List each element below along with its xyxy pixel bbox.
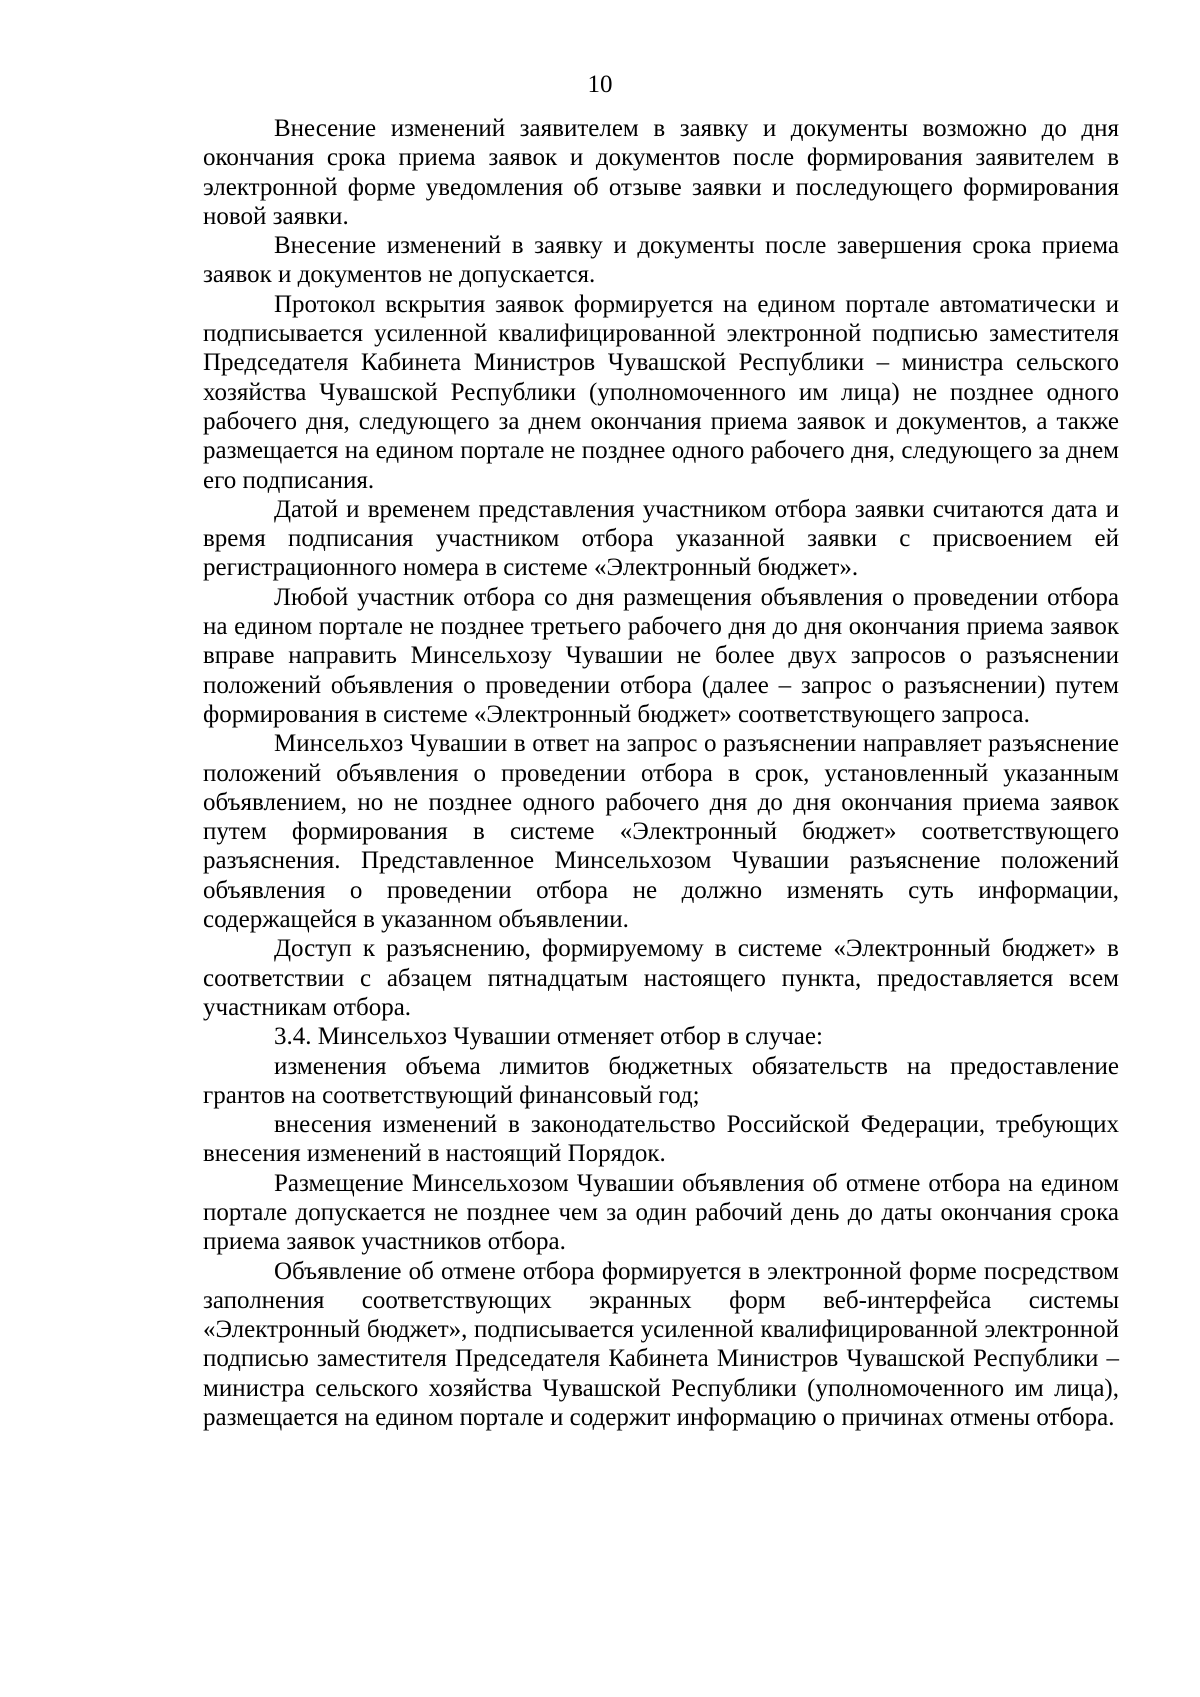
paragraph-cancellation-heading: 3.4. Минсельхоз Чувашии отменяет отбор в случае: bbox=[274, 1023, 823, 1051]
page-number: 10 bbox=[587, 71, 613, 98]
document-body bbox=[203, 114, 1119, 1432]
paragraph-submission-date: Датой и временем представления участником отбора заявки считаются дата и время подписания участником отбора указанной заявки с присвоением ей регистрационного номера в системе «Электронный бюджет». bbox=[203, 495, 1119, 582]
paragraph-changes-after-deadline: Внесение изменений в заявку и документы после завершения срока приема заявок и документов не допускается. bbox=[203, 232, 1119, 289]
paragraph-clarification-access: Доступ к разъяснению, формируемому в системе «Электронный бюджет» в соответствии с абзацем пятнадцатым настоящего пункта, предоставляется всем участникам отбора. bbox=[203, 935, 1119, 1021]
paragraph-changes-before-deadline: Внесение изменений заявителем в заявку и документы возможно до дня окончания срока приема заявок и документов после формирования заявителем в электронной форме уведомления об отзыве заявки и последующего формирования новой заявки. bbox=[203, 115, 1119, 230]
paragraph-cancellation-reason-limits: изменения объема лимитов бюджетных обязательств на предоставление грантов на соответствующий финансовый год; bbox=[203, 1052, 1119, 1109]
paragraph-cancellation-reason-law: внесения изменений в законодательство Российской Федерации, требующих внесения изменений в настоящий Порядок. bbox=[203, 1111, 1119, 1168]
paragraph-cancellation-announcement: Объявление об отмене отбора формируется в электронной форме посредством заполнения соответствующих экранных форм веб-интерфейса системы «Электронный бюджет», подписывается усиленной квалифицированной электронной подписью заместителя Председателя Кабинета Министров Чувашской Республики – министра сельского хозяйства Чувашской Республики (уполномоченного им лица), размещается на едином портале и содержит информацию о причинах отмены отбора. bbox=[203, 1257, 1119, 1432]
paragraph-clarification-response: Минсельхоз Чувашии в ответ на запрос о разъяснении направляет разъяснение положений объявления о проведении отбора в срок, установленный указанным объявлением, но не позднее одного рабочего дня до дня окончания приема заявок путем формирования в системе «Электронный бюджет» соответствующего разъяснения. Представленное Минсельхозом Чувашии разъяснение положений объявления о проведении отбора не должно изменять суть информации, содержащейся в указанном объявлении. bbox=[203, 730, 1119, 934]
paragraph-clarification-request: Любой участник отбора со дня размещения объявления о проведении отбора на едином портале не позднее третьего рабочего дня до дня окончания приема заявок вправе направить Минсельхозу Чувашии не более двух запросов о разъяснении положений объявления о проведении отбора (далее – запрос о разъяснении) путем формирования в системе «Электронный бюджет» соответствующего запроса. bbox=[203, 583, 1119, 728]
paragraph-opening-protocol: Протокол вскрытия заявок формируется на едином портале автоматически и подписывается усиленной квалифицированной электронной подписью заместителя Председателя Кабинета Министров Чувашской Республики – министра сельского хозяйства Чувашской Республики (уполномоченного им лица) не позднее одного рабочего дня, следующего за днем окончания приема заявок и документов, а также размещается на едином портале не позднее одного рабочего дня, следующего за днем его подписания. bbox=[203, 290, 1119, 494]
paragraph-cancellation-publication: Размещение Минсельхозом Чувашии объявления об отмене отбора на едином портале допускается не позднее чем за один рабочий день до даты окончания срока приема заявок участников отбора. bbox=[203, 1169, 1119, 1256]
